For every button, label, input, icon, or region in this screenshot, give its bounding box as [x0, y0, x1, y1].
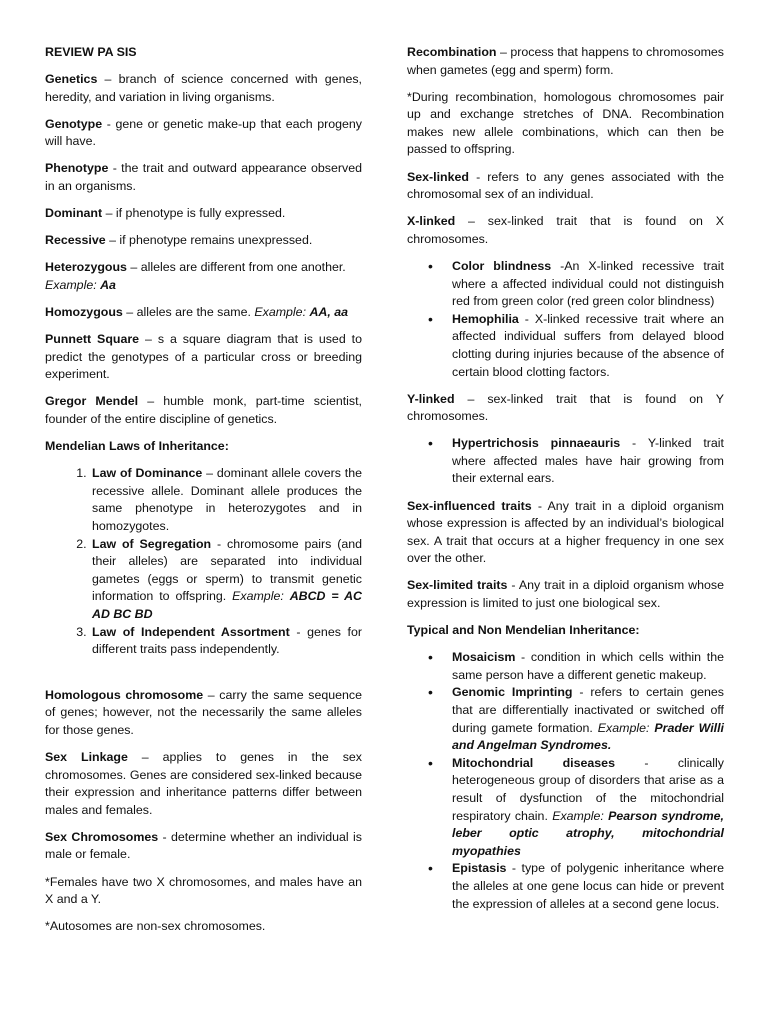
term: Sex Linkage	[45, 750, 128, 764]
definition: – applies to genes in the sex chromosomes. Genes are considered sex-linked because their expression and inheritance patterns differ between males and females.	[45, 750, 363, 817]
def-sex-limited-traits	[407, 577, 724, 612]
def-recessive	[45, 232, 362, 250]
definition: - Any trait in a diploid organism whose expression is affected by an individual’s biological sex. A trait that occurs at a higher frequency in one sex over the other.	[407, 498, 724, 566]
definition: – process that happens to chromosomes when gametes (egg and sperm) form.	[407, 45, 724, 77]
example-value: Aa	[100, 277, 116, 292]
left-column	[45, 44, 362, 945]
term: Recessive	[45, 233, 106, 248]
def-genotype	[45, 116, 362, 151]
term: Y-linked	[407, 391, 455, 406]
list-item	[452, 435, 724, 488]
definition: - Any trait in a diploid organism whose expression is limited to just one biological sex.	[407, 578, 724, 611]
page-title: REVIEW PA SIS	[45, 45, 137, 59]
term: Sex-linked	[407, 169, 469, 184]
definition: – humble monk, part-time scientist, founder of the entire discipline of genetics.	[45, 394, 362, 426]
example-label: Example:	[552, 808, 609, 823]
example-label: Example:	[254, 305, 310, 320]
term: Mosaicism	[452, 650, 516, 665]
definition: – dominant allele covers the recessive allele. Dominant allele produces the same phenotype in heterozygotes and in homozygotes.	[92, 466, 362, 533]
definition: - type of polygenic inheritance where the alleles at one gene locus can hide or prevent the expression of alleles at a second gene locus.	[452, 861, 724, 911]
definition: - the trait and outward appearance observed in an organisms.	[45, 161, 362, 194]
def-recombination	[407, 44, 724, 79]
example-value: Prader Willi and Angelman Syndromes.	[452, 720, 724, 753]
definition: – sex-linked trait that is found on X chromosomes.	[407, 214, 724, 246]
def-heterozygous	[45, 259, 362, 294]
example-label: Example:	[232, 589, 290, 604]
definition: – if phenotype remains unexpressed.	[105, 233, 313, 248]
term: Sex-limited traits	[407, 578, 508, 593]
definition: – branch of science concerned with genes, heredity, and variation in living organisms.	[45, 72, 362, 104]
term: Genetics	[45, 72, 98, 87]
term: Gregor Mendel	[45, 394, 139, 409]
note-recombination: *During recombination, homologous chromosomes pair up and exchange stretches of DNA. Recombination makes new allele combinations, which can then be passed to offspring.	[407, 89, 724, 157]
definition: - Y-linked trait where affected males have hair growing from their external ears.	[452, 436, 724, 486]
def-punnett-square	[45, 331, 362, 384]
right-column	[407, 44, 724, 923]
laws-list	[45, 465, 362, 659]
definition: -An X-linked recessive trait where a affected individual could not distinguish red from green color (red green color blindness)	[452, 258, 724, 309]
definition: - condition in which cells within the same person have a different genetic makeup.	[452, 650, 724, 682]
definition: - determine whether an individual is male or female.	[45, 829, 362, 862]
typical-heading	[407, 622, 724, 640]
term: Hypertrichosis pinnaeauris	[452, 436, 621, 451]
heading-text: Typical and Non Mendelian Inheritance:	[407, 623, 640, 638]
term: Genotype	[45, 116, 103, 131]
def-phenotype	[45, 160, 362, 195]
def-homozygous	[45, 304, 362, 322]
list-item	[452, 649, 724, 684]
definition: - genes for different traits pass independently.	[92, 624, 362, 657]
term: Law of Dominance	[92, 466, 203, 481]
term: Heterozygous	[45, 260, 127, 275]
definition: – sex-linked trait that is found on Y chromosomes.	[407, 391, 724, 424]
term: Color blindness	[452, 258, 552, 273]
heading-text: Mendelian Laws of Inheritance:	[45, 439, 229, 454]
def-sex-chromosomes	[45, 829, 362, 864]
term: Law of Independent Assortment	[92, 624, 290, 639]
definition: – alleles are different from one another.	[126, 260, 346, 275]
term: Homologous chromosome	[45, 687, 204, 702]
term: Mitochondrial diseases	[452, 755, 615, 770]
term: Sex Chromosomes	[45, 829, 159, 844]
def-homologous-chromosome	[45, 687, 362, 740]
term: Epistasis	[452, 861, 507, 876]
law-item	[90, 536, 362, 624]
example-label: Example:	[597, 720, 655, 735]
law-item	[90, 465, 362, 535]
note-autosomes: *Autosomes are non-sex chromosomes.	[45, 919, 266, 934]
term: Recombination	[407, 45, 497, 59]
example-value: Pearson syndrome, leber optic atrophy, mitochondrial myopathies	[452, 808, 724, 858]
def-sex-linked	[407, 169, 724, 204]
def-gregor-mendel	[45, 393, 362, 428]
list-item	[452, 860, 724, 913]
term: X-linked	[407, 214, 456, 229]
def-y-linked	[407, 391, 724, 426]
x-linked-list	[407, 258, 724, 381]
definition: - refers to any genes associated with the chromosomal sex of an individual.	[407, 169, 724, 202]
list-item	[452, 258, 724, 311]
term: Sex-influenced traits	[407, 498, 532, 513]
definition: – s a square diagram that is used to predict the genotypes of a particular cross or breeding experiment.	[45, 332, 362, 382]
y-linked-list	[407, 435, 724, 488]
list-item	[452, 684, 724, 754]
definition: - chromosome pairs (and their alleles) are separated into individual gametes (eggs or sperm) to transmit genetic information to offspring.	[92, 536, 363, 604]
example-label: Example:	[45, 277, 101, 292]
term: Genomic Imprinting	[452, 685, 573, 700]
term: Phenotype	[45, 161, 109, 176]
definition: - refers to certain genes that are differentially inactivated or switched off during gamete formation.	[452, 685, 725, 735]
term: Hemophilia	[452, 311, 519, 326]
def-dominant	[45, 205, 362, 223]
example-value: AA, aa	[309, 305, 349, 320]
law-item	[90, 624, 362, 659]
laws-heading	[45, 438, 362, 456]
def-sex-linkage	[45, 749, 362, 819]
def-sex-influenced-traits	[407, 498, 724, 568]
list-item	[452, 755, 724, 861]
definition: - clinically heterogeneous group of disorders that arise as a result of dysfunction of the mitochondrial respiratory chain.	[452, 755, 724, 823]
example-value: ABCD = AC AD BC BD	[92, 589, 363, 621]
definition: – carry the same sequence of genes; however, not the necessarily the same alleles for those genes.	[45, 687, 362, 737]
list-item	[452, 311, 724, 381]
term: Law of Segregation	[92, 536, 212, 551]
def-x-linked	[407, 213, 724, 248]
def-genetics	[45, 71, 362, 106]
term: Punnett Square	[45, 332, 140, 347]
definition: - X-linked recessive trait where an affected individual suffers from delayed blood clotting during injuries because of the absence of certain blood clotting factors.	[452, 311, 724, 379]
definition: – if phenotype is fully expressed.	[102, 206, 286, 221]
term: Dominant	[45, 206, 103, 221]
typical-list	[407, 649, 724, 913]
term: Homozygous	[45, 305, 123, 320]
definition: - gene or genetic make-up that each progeny will have.	[45, 116, 362, 149]
definition: – alleles are the same.	[122, 305, 255, 320]
note-females: *Females have two X chromosomes, and males have an X and a Y.	[45, 874, 362, 907]
